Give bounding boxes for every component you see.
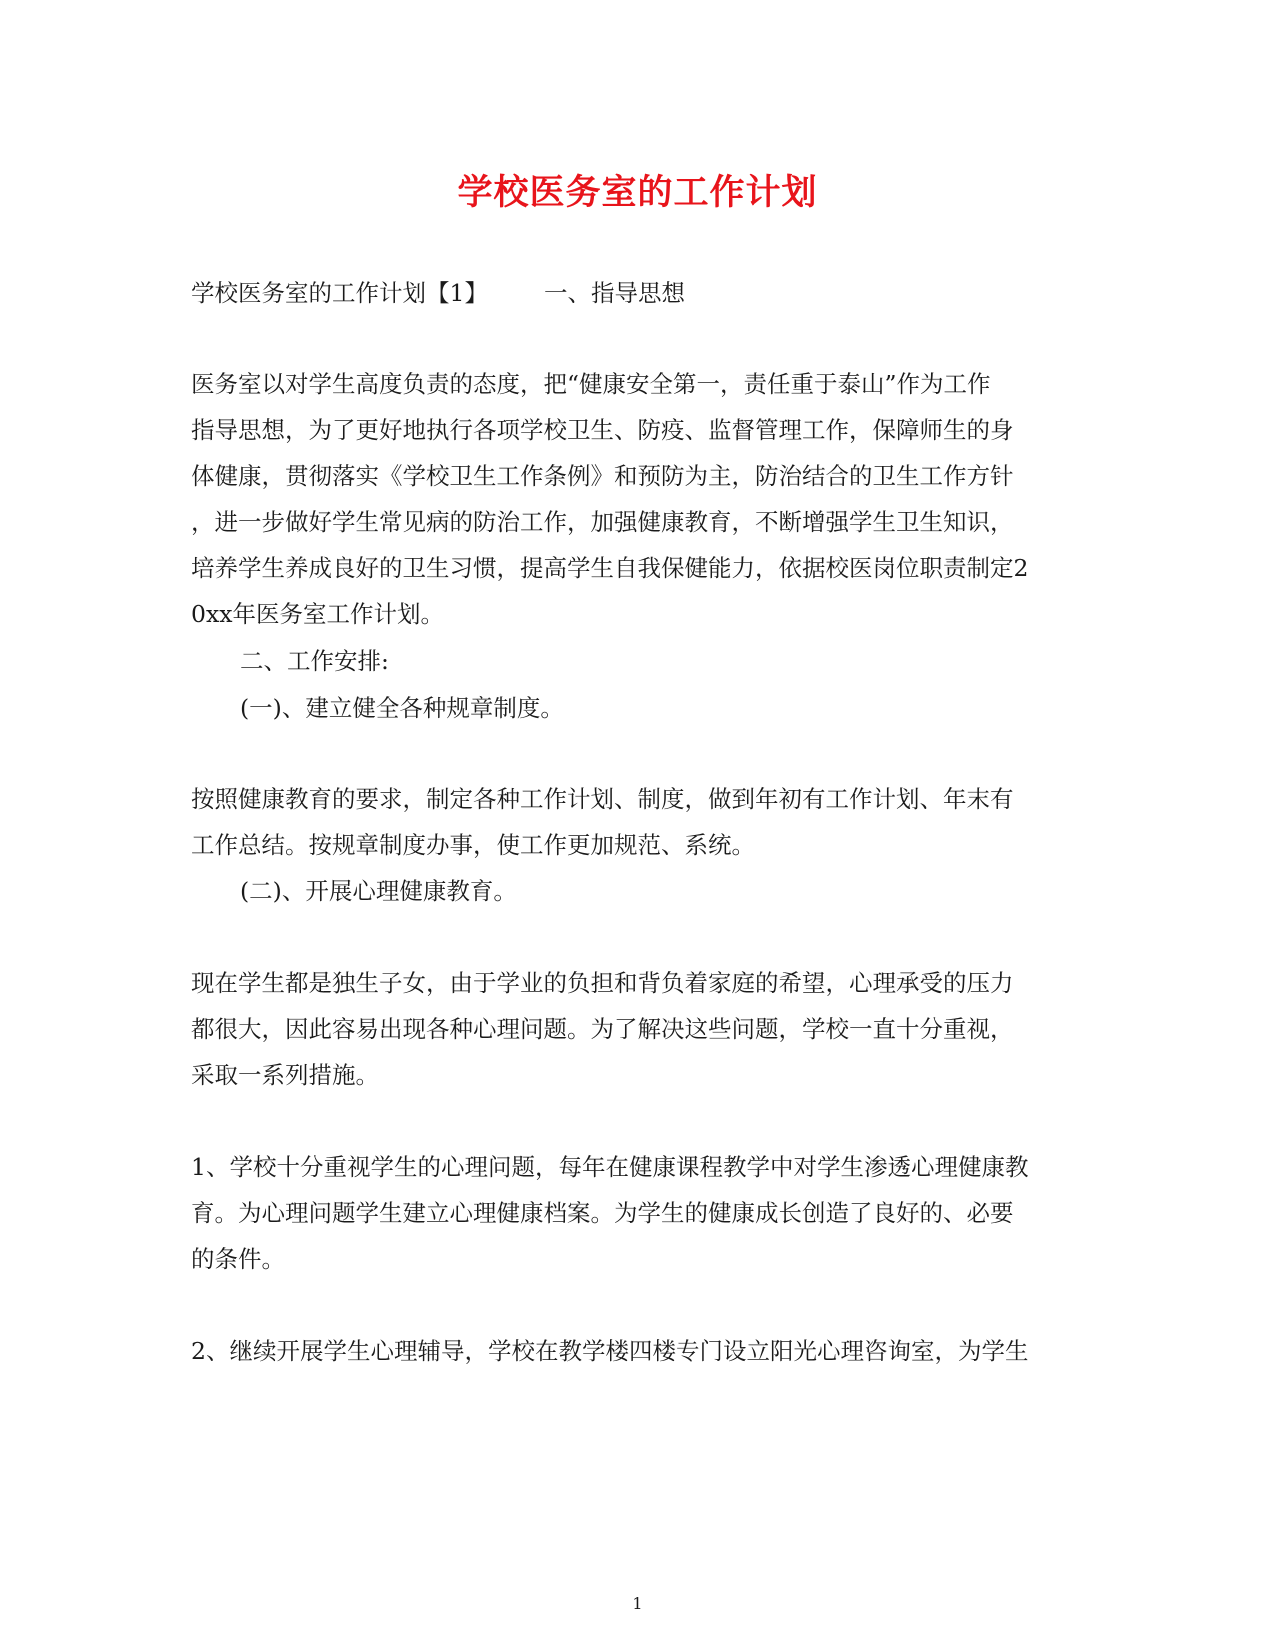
para1-line: 培养学生养成良好的卫生习惯，提高学生自我保健能力，依据校医岗位职责制定2 xyxy=(191,554,1029,582)
para1-line: 体健康，贯彻落实《学校卫生工作条例》和预防为主，防治结合的卫生工作方针 xyxy=(191,462,1014,490)
section-one-heading: 一、指导思想 xyxy=(543,279,685,307)
para4-line: 的条件。 xyxy=(191,1245,285,1273)
para1-line: ，进一步做好学生常见病的防治工作，加强健康教育，不断增强学生卫生知识， xyxy=(191,508,1014,536)
intro-heading: 学校医务室的工作计划【1】 xyxy=(191,279,488,307)
para1-line: 0xx年医务室工作计划。 xyxy=(191,600,444,628)
para5-line: 2、继续开展学生心理辅导，学校在教学楼四楼专门设立阳光心理咨询室，为学生 xyxy=(191,1337,1029,1365)
para2-line: 工作总结。按规章制度办事，使工作更加规范、系统。 xyxy=(191,831,755,859)
para1-line: 指导思想，为了更好地执行各项学校卫生、防疫、监督管理工作，保障师生的身 xyxy=(191,416,1014,444)
para1-line: 医务室以对学生高度负责的态度，把“健康安全第一，责任重于泰山”作为工作 xyxy=(191,370,991,398)
para4-line: 育。为心理问题学生建立心理健康档案。为学生的健康成长创造了良好的、必要 xyxy=(191,1199,1014,1227)
intro-line xyxy=(191,275,1091,311)
para4-line: 1、学校十分重视学生的心理问题，每年在健康课程教学中对学生渗透心理健康教 xyxy=(191,1153,1029,1181)
item-two-heading: (二)、开展心理健康教育。 xyxy=(240,877,517,905)
para3-line: 都很大，因此容易出现各种心理问题。为了解决这些问题，学校一直十分重视， xyxy=(191,1015,1014,1043)
para3-line: 现在学生都是独生子女，由于学业的负担和背负着家庭的希望，心理承受的压力 xyxy=(191,969,1014,997)
page-number: 1 xyxy=(632,1594,643,1613)
para2-line: 按照健康教育的要求，制定各种工作计划、制度，做到年初有工作计划、年末有 xyxy=(191,785,1014,813)
document-title: 学校医务室的工作计划 xyxy=(457,172,818,213)
para3-line: 采取一系列措施。 xyxy=(191,1061,379,1089)
item-one-heading: (一)、建立健全各种规章制度。 xyxy=(240,694,564,722)
section-two-heading: 二、工作安排: xyxy=(240,647,389,675)
